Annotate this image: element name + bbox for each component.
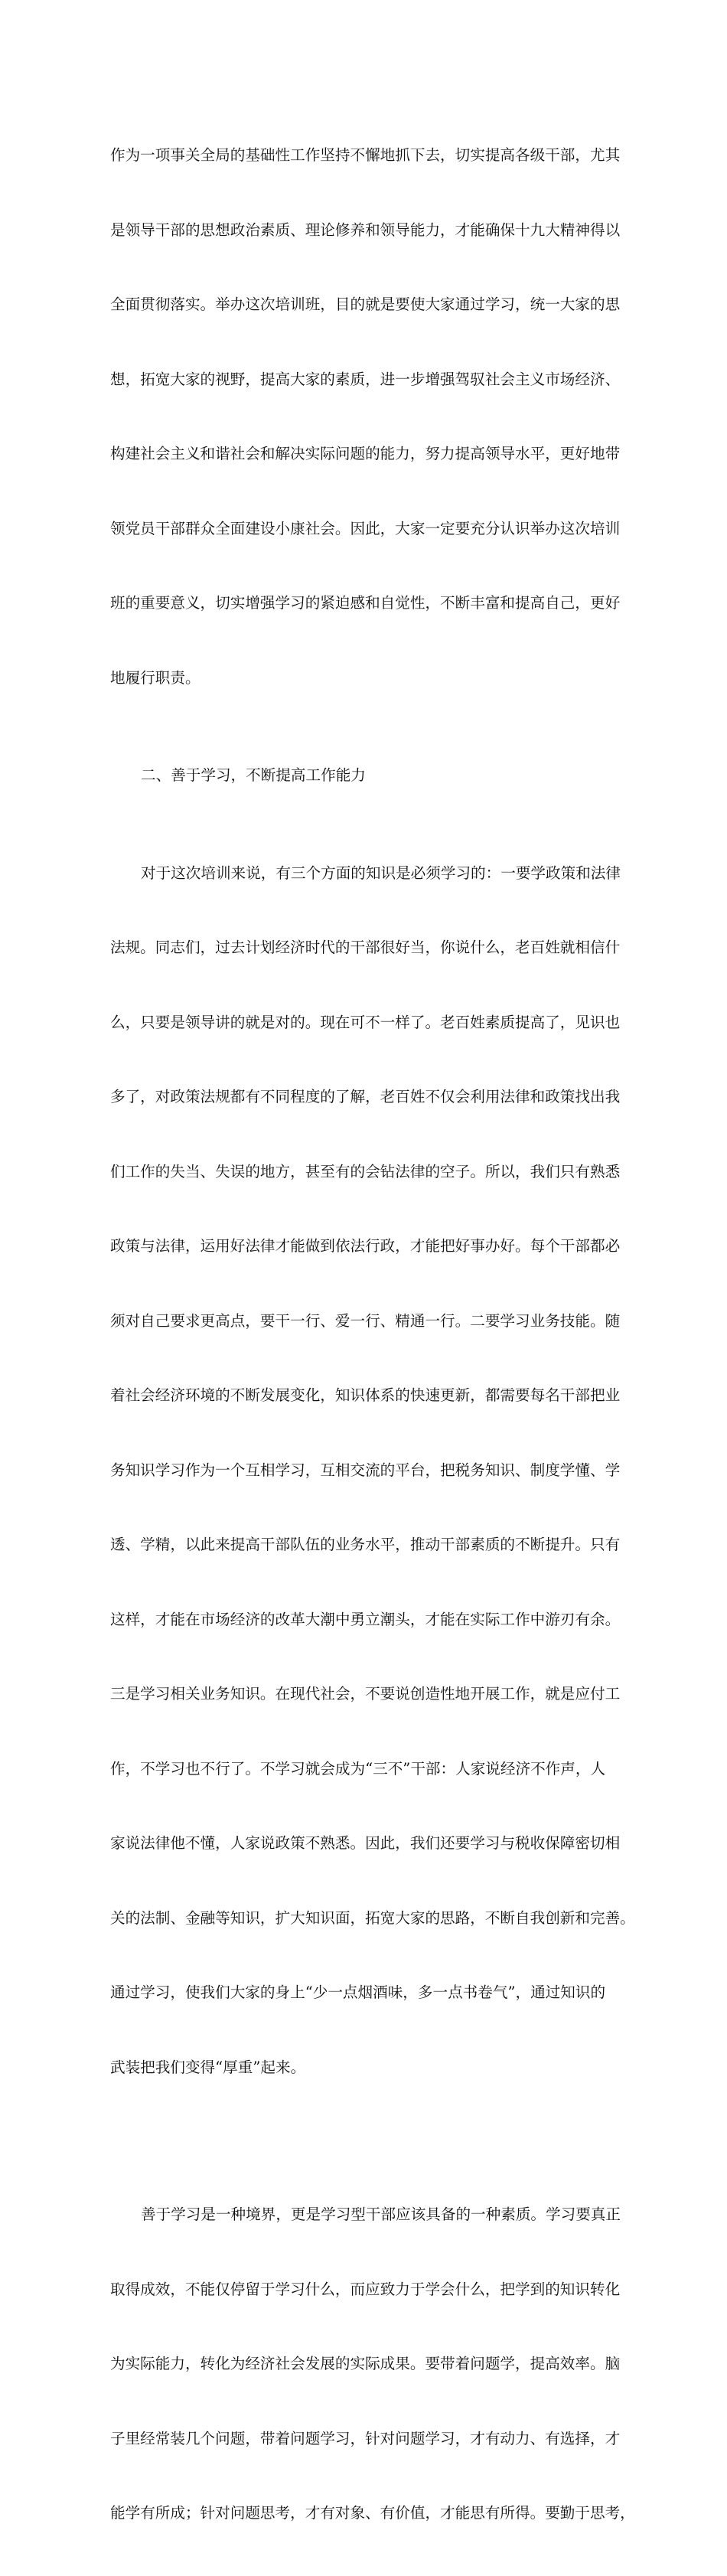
text-line: 三是学习相关业务知识。在现代社会，不要说创造性地开展工作，就是应付工 [110, 1685, 621, 1703]
text-line: 法规。同志们，过去计划经济时代的干部很好当，你说什么，老百姓就相信什 [110, 939, 621, 956]
paragraph-3 [110, 2153, 635, 2576]
text-line: 善于学习是一种境界，更是学习型干部应该具备的一种素质。学习要真正 [141, 2205, 621, 2223]
text-line: 武装把我们变得“厚重”起来。 [110, 2058, 306, 2076]
text-line: 政策与法律，运用好法律才能做到依法行政，才能把好事办好。每个干部都必 [110, 1237, 621, 1255]
text-line: 对于这次培训来说，有三个方面的知识是必须学习的：一要学政策和法律 [141, 864, 621, 882]
text-line: 班的重要意义，切实增强学习的紧迫感和自觉性，不断丰富和提高自己，更好 [110, 594, 621, 612]
text-line: 想，拓宽大家的视野，提高大家的素质，进一步增强驾驭社会主义市场经济、 [110, 370, 621, 388]
text-line: 务知识学习作为一个互相学习，互相交流的平台，把税务知识、制度学懂、学 [110, 1461, 621, 1479]
text-line: 透、学精，以此来提高干部队伍的业务水平，推动干部素质的不断提升。只有 [110, 1536, 621, 1553]
text-line: 领党员干部群众全面建设小康社会。因此，大家一定要充分认识举办这次培训 [110, 519, 621, 537]
text-line: 关的法制、金融等知识，扩大知识面，拓宽大家的思路，不断自我创新和完善。 [110, 1908, 635, 1927]
document-page [110, 93, 635, 2576]
text-line: 地履行职责。 [110, 668, 200, 687]
paragraph-2 [110, 811, 635, 2130]
text-line: 是领导干部的思想政治素质、理论修养和领导能力，才能确保十九大精神得以 [110, 220, 621, 239]
text-line: 多了，对政策法规都有不同程度的了解，老百姓不仅会利用法律和政策找出我 [110, 1088, 621, 1105]
text-line: 能学有所成；针对问题思考，才有对象、有价值，才能思有所得。要勤于思考， [110, 2504, 635, 2522]
section-heading: 二、善于学习，不断提高工作能力 [141, 766, 366, 784]
text-line: 全面贯彻落实。举办这次培训班，目的就是要使大家通过学习，统一大家的思 [110, 295, 621, 313]
text-line: 构建社会主义和谐社会和解决实际问题的能力，努力提高领导水平，更好地带 [110, 445, 621, 462]
paragraph-continued [110, 93, 631, 740]
text-line: 么，只要是领导讲的就是对的。现在可不一样了。老百姓素质提高了，见识也 [110, 1013, 621, 1031]
text-line: 作为一项事关全局的基础性工作坚持不懈地抓下去，切实提高各级干部，尤其 [110, 146, 621, 164]
text-line: 着社会经济环境的不断发展变化，知识体系的快速更新，都需要每名干部把业 [110, 1386, 621, 1404]
text-line: 们工作的失当、失误的地方，甚至有的会钻法律的空子。所以，我们只有熟悉 [110, 1162, 621, 1180]
text-line: 取得成效，不能仅停留于学习什么，而应致力于学会什么，把学到的知识转化 [110, 2280, 621, 2298]
text-line: 通过学习，使我们大家的身上“少一点烟酒味，多一点书卷气”，通过知识的 [110, 1983, 606, 2001]
text-line: 子里经常装几个问题，带着问题学习，针对问题学习，才有动力、有选择，才 [110, 2429, 621, 2447]
text-line: 为实际能力，转化为经济社会发展的实际成果。要带着问题学，提高效率。脑 [110, 2355, 621, 2372]
text-line: 家说法律他不懂，人家说政策不熟悉。因此，我们还要学习与税收保障密切相 [110, 1834, 621, 1852]
text-line: 这样，才能在市场经济的改革大潮中勇立潮头，才能在实际工作中游刃有余。 [110, 1610, 621, 1628]
text-line: 作，不学习也不行了。不学习就会成为“三不”干部：人家说经济不作声，人 [110, 1759, 606, 1778]
text-line: 须对自己要求更高点，要干一行、爱一行、精通一行。二要学习业务技能。随 [110, 1311, 621, 1330]
